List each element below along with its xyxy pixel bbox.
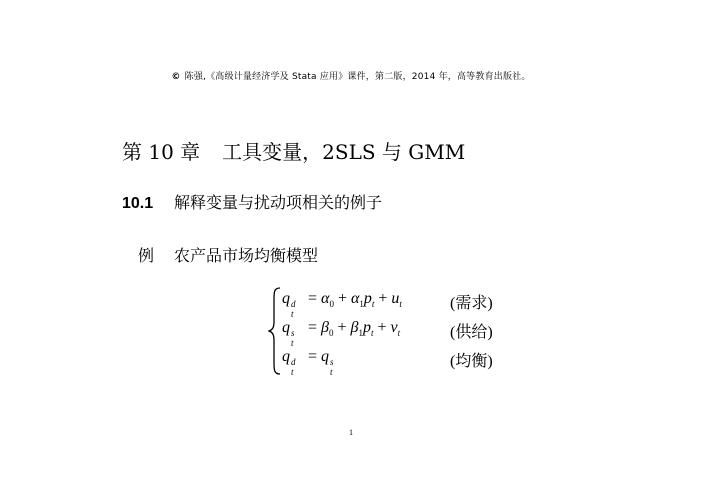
section-number: 10.1 (122, 195, 154, 212)
equation-system (268, 286, 498, 376)
equation-lhs: q d t (282, 290, 296, 319)
chapter-heading (122, 136, 465, 165)
copyright-text: 陈强,《高级计量经济学及 Stata 应用》课件，第二版，2014 年，高等教育出版社。 (184, 72, 531, 82)
example-heading (138, 243, 318, 266)
copyright-symbol: © (171, 72, 181, 82)
equation-tag: (均衡) (450, 353, 493, 370)
equation-rhs: = q s t (308, 348, 334, 377)
equation-lhs: q s t (282, 319, 295, 348)
chapter-number: 第 10 章 (122, 140, 201, 164)
page-number: 1 (349, 428, 353, 437)
section-heading (122, 190, 382, 213)
copyright-notice (0, 69, 702, 82)
left-brace-icon (268, 286, 282, 376)
equation-demand (282, 290, 498, 319)
example-text: 农产品市场均衡模型 (174, 246, 319, 265)
equation-supply (282, 319, 498, 348)
equation-equilibrium (282, 348, 498, 377)
equation-lhs: q d t (282, 348, 296, 377)
section-title: 解释变量与扰动项相关的例子 (174, 193, 383, 212)
example-label: 例 (138, 246, 155, 265)
equation-rhs: = $\beta_0 + \beta_1p_t + v_t$ (308, 319, 401, 339)
chapter-title: 工具变量，2SLS 与 GMM (222, 140, 466, 164)
equation-rhs: = $\alpha_0 + \alpha_1p_t + u_t$ (308, 290, 402, 310)
equation-tag: (需求) (450, 295, 493, 312)
equation-tag: (供给) (450, 324, 493, 341)
